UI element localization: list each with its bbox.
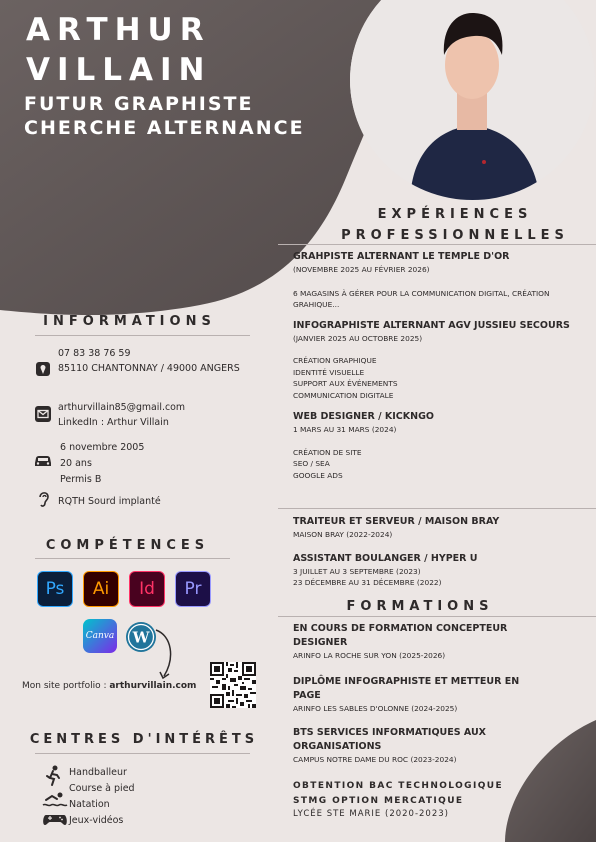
premiere-label: Pr [184,579,202,599]
job-dates: (NOVEMBRE 2025 AU FÉVRIER 2026) [293,265,430,274]
interets-divider [35,753,250,754]
gamepad-icon [43,815,67,825]
interets-title: CENTRES D'INTÉRÊTS [29,732,259,747]
experiences-title-line-1: EXPÉRIENCES [377,207,533,222]
job-dates: 1 MARS AU 31 MARS (2024) [293,425,397,434]
experience-item [293,250,583,311]
formation-title: BTS SERVICES INFORMATIQUES AUX [293,727,486,738]
last-name: VILLAIN [26,52,212,88]
portfolio-label: Mon site portfolio : [22,681,107,691]
formation-place: ARINFO LA ROCHE SUR YON (2025-2026) [293,651,446,660]
experiences-divider [278,244,596,245]
hobby-item: Handballeur [69,767,127,778]
rqth: RQTH Sourd implanté [58,496,161,507]
formation-item [293,726,583,766]
hobby-item: Natation [69,799,110,810]
indesign-icon [129,571,165,607]
experience-list [293,250,583,481]
formation-item [293,622,583,662]
job-title: INFOGRAPHISTE ALTERNANT AGV JUSSIEU SECOURS [293,319,570,331]
illustrator-icon [83,571,119,607]
formation-place: LYCÉE STE MARIE (2020-2023) [293,808,449,819]
formation-place: ARINFO LES SABLES D'OLONNE (2024-2025) [293,703,458,713]
informations-divider [35,335,250,336]
formation-title: STMG OPTION MERCATIQUE [293,795,464,806]
hobby-icons [42,765,68,832]
license: Permis B [60,474,102,485]
formation-title: DESIGNER [293,637,348,648]
formation-title: PAGE [293,689,321,701]
indesign-label: Id [139,579,155,599]
formation-title: EN COURS DE FORMATION CONCEPTEUR [293,623,508,634]
job-detail: SUPPORT AUX ÉVÉNEMENTS [293,379,398,388]
formation-place: CAMPUS NOTRE DAME DU ROC (2023-2024) [293,755,457,764]
formation-title: OBTENTION BAC TECHNOLOGIQUE [293,780,504,791]
competences-title: COMPÉTENCES [45,538,210,553]
subtitle-line-2: CHERCHE ALTERNANCE [24,117,305,139]
email[interactable]: arthurvillain85@gmail.com [58,402,186,413]
competences-divider [35,558,230,559]
formation-title: ORGANISATIONS [293,741,382,752]
experiences-title-line-2: PROFESSIONNELLES [341,228,569,243]
swimmer-icon [43,793,67,806]
hobby-item: Jeux-vidéos [69,815,124,826]
job-detail: IDENTITÉ VISUELLE [293,367,365,377]
formations-divider [278,616,596,617]
subtitle-block [24,92,305,140]
experiences-title [340,204,570,246]
experience-item [293,410,583,481]
job-dates: 3 JUILLET AU 3 SEPTEMBRE (2023) [293,566,421,576]
formation-list [293,622,583,820]
job-detail: CRÉATION DE SITE [293,447,362,457]
phone: 07 83 38 76 59 [58,348,131,359]
experiences-divider-2 [278,508,596,509]
formations-title: FORMATIONS [346,599,494,614]
svg-text:W: W [132,628,150,647]
linkedin[interactable]: LinkedIn : Arthur Villain [58,417,169,428]
job-detail: GOOGLE ADS [293,470,343,480]
job-dates: MAISON BRAY (2022-2024) [293,530,393,539]
hobby-list [69,765,135,829]
hobby-item: Course à pied [69,783,135,794]
job-title: TRAITEUR ET SERVEUR / MAISON BRAY [293,516,500,527]
experience-item [293,319,583,402]
photoshop-label: Ps [45,579,65,599]
formation-item [293,675,583,715]
software-icons [37,571,211,607]
qr-code[interactable] [210,662,256,713]
job-dates: (JANVIER 2025 AU OCTOBRE 2025) [293,333,423,343]
email-icon [35,406,51,422]
name-block [26,10,212,90]
car-icon [33,454,53,473]
portfolio[interactable] [22,679,196,694]
subtitle-line-1: FUTUR GRAPHISTE [24,93,254,115]
job-title: WEB DESIGNER / KICKNGO [293,411,434,422]
ear-icon [36,489,52,514]
runner-icon [47,766,59,786]
experience-item [293,552,583,589]
formation-item [293,779,583,821]
canva-icon [83,619,117,653]
premiere-icon [175,571,211,607]
birthdate: 6 novembre 2005 [60,442,145,453]
formation-title: DIPLÔME INFOGRAPHISTE ET METTEUR EN [293,675,520,687]
job-detail: 6 MAGASINS À GÉRER POUR LA COMMUNICATION DIGITAL, CRÉATION [293,288,550,298]
photoshop-icon [37,571,73,607]
location-icon [36,362,50,376]
experience-list-2 [293,515,583,589]
portfolio-link[interactable]: arthurvillain.com [109,681,197,691]
illustrator-label: Ai [92,579,110,599]
address: 85110 CHANTONNAY / 49000 ANGERS [58,363,240,374]
job-title: ASSISTANT BOULANGER / HYPER U [293,552,478,564]
first-name: ARTHUR [26,12,211,48]
experience-item [293,515,583,541]
age: 20 ans [60,458,92,469]
job-title: GRAHPISTE ALTERNANT LE TEMPLE D'OR [293,251,510,262]
job-detail: CRÉATION GRAPHIQUE [293,356,377,365]
job-detail: GRAHIQUE... [293,300,340,309]
job-dates-2: 23 DÉCEMBRE AU 31 DÉCEMBRE (2022) [293,578,442,587]
canva-label: Canva [85,631,115,641]
job-detail: COMMUNICATION DIGITALE [293,390,394,400]
job-detail: SEO / SEA [293,459,330,468]
informations-title: INFORMATIONS [43,314,216,329]
